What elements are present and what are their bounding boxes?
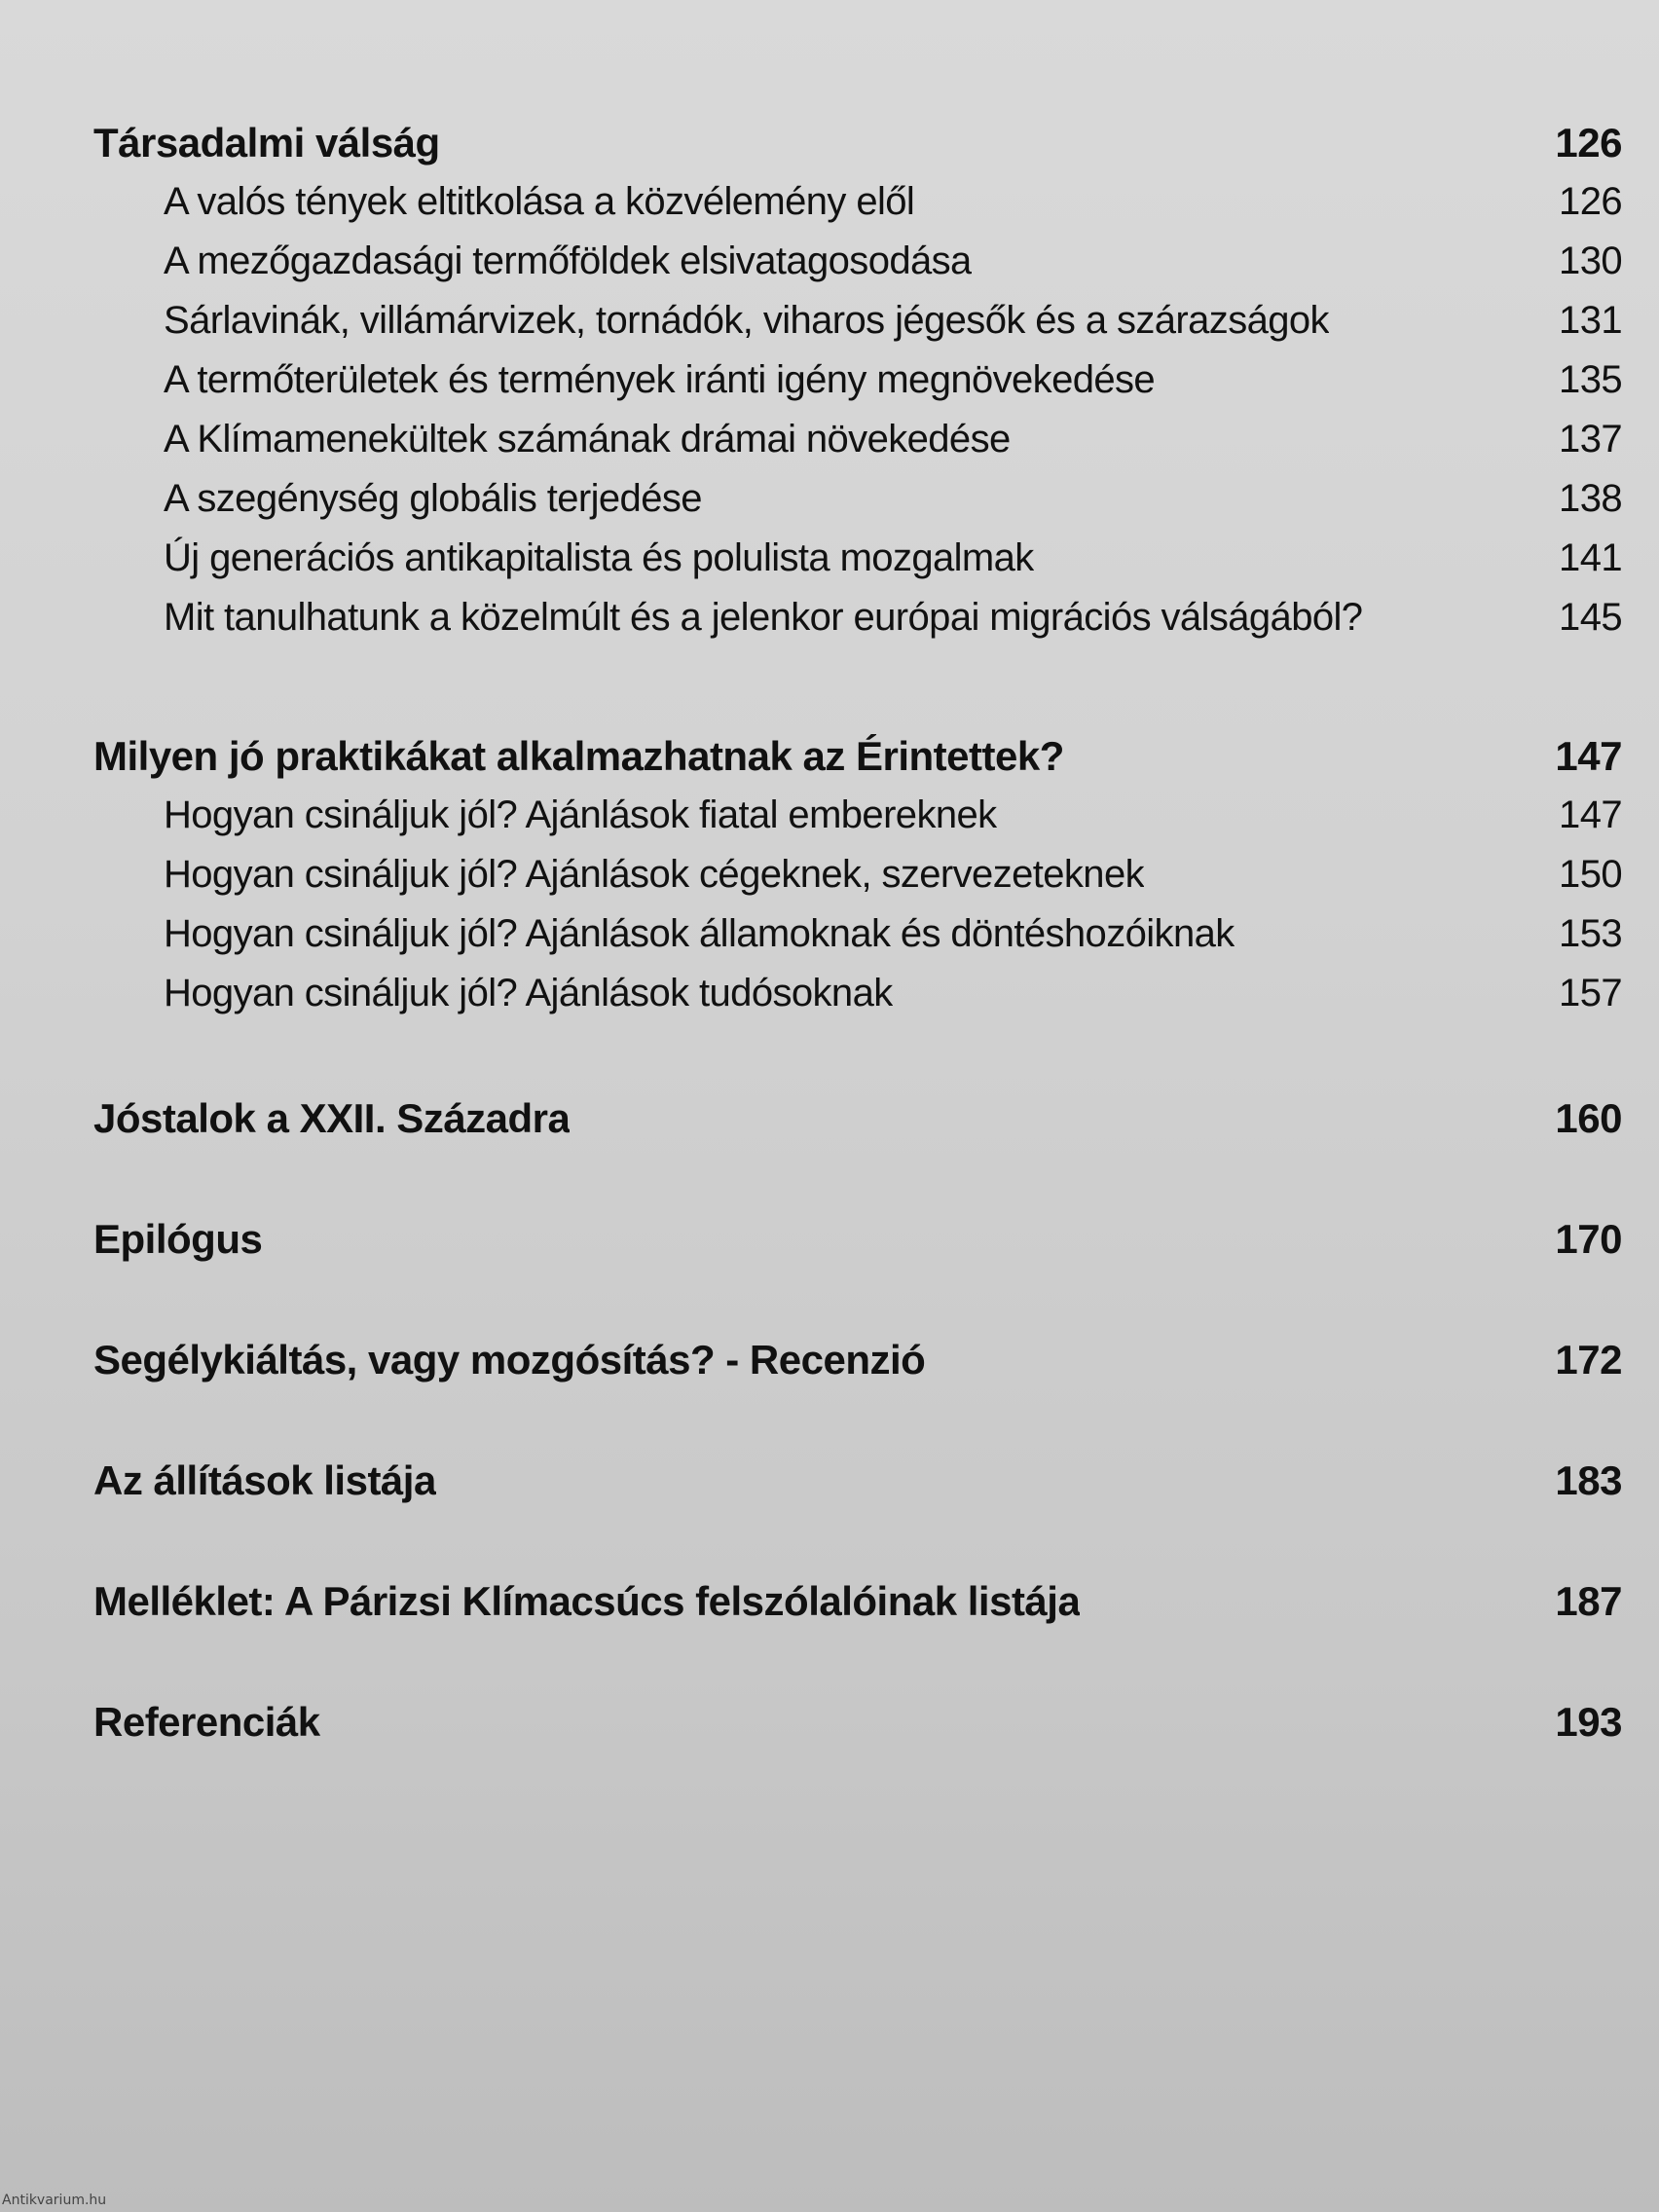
toc-heading — [93, 1088, 1622, 1148]
toc-entry-page: 131 — [1559, 299, 1622, 342]
toc-section — [93, 1088, 1622, 1148]
toc-entry-title: Sárlavinák, villámárvizek, tornádók, viharos jégesők és a szárazságok — [164, 299, 1329, 342]
toc-entry-page: 147 — [1559, 793, 1622, 836]
toc-entry-title: A Klímamenekültek számának drámai növekedése — [164, 418, 1011, 461]
toc-heading-title: Melléklet: A Párizsi Klímacsúcs felszólalóinak listája — [93, 1578, 1081, 1624]
toc-section — [93, 1209, 1622, 1269]
toc-heading-title: Társadalmi válság — [93, 120, 440, 166]
toc-heading — [93, 113, 1622, 172]
toc-section — [93, 1330, 1622, 1389]
toc-entry-page: 153 — [1559, 912, 1622, 955]
toc-heading-title: Milyen jó praktikákat alkalmazhatnak az Érintettek? — [93, 733, 1064, 779]
toc-entry-title: A valós tények eltitkolása a közvélemény elől — [164, 180, 915, 223]
toc-entry-page: 138 — [1559, 477, 1622, 520]
toc-entry — [93, 904, 1622, 964]
toc-entry — [93, 410, 1622, 469]
toc-entry — [93, 588, 1622, 647]
toc-entry-page: 126 — [1559, 180, 1622, 223]
toc-entry-title: Mit tanulhatunk a közelmúlt és a jelenkor európai migrációs válságából? — [164, 596, 1363, 639]
toc-entry-title: A mezőgazdasági termőföldek elsivatagosodása — [164, 240, 972, 282]
toc-heading-title: Epilógus — [93, 1216, 263, 1262]
toc-heading-title: Segélykiáltás, vagy mozgósítás? - Recenzió — [93, 1337, 926, 1382]
toc-heading-title: Referenciák — [93, 1699, 320, 1745]
toc-heading-page: 193 — [1555, 1699, 1622, 1745]
toc-entry — [93, 964, 1622, 1023]
toc-heading-page: 126 — [1555, 120, 1622, 166]
toc-entry-page: 150 — [1559, 853, 1622, 896]
toc-entry-title: Hogyan csináljuk jól? Ajánlások fiatal embereknek — [164, 793, 997, 836]
toc-heading — [93, 1330, 1622, 1389]
toc-entry — [93, 172, 1622, 232]
toc-heading-page: 147 — [1555, 733, 1622, 779]
toc-heading-page: 170 — [1555, 1216, 1622, 1262]
toc-heading-page: 187 — [1555, 1578, 1622, 1624]
toc-heading-title: Az állítások listája — [93, 1457, 436, 1503]
toc-entry — [93, 232, 1622, 291]
toc-section — [93, 726, 1622, 1023]
toc-heading-page: 160 — [1555, 1095, 1622, 1141]
toc-entry — [93, 469, 1622, 529]
toc-heading-title: Jóstalok a XXII. Századra — [93, 1095, 571, 1141]
toc-heading-page: 172 — [1555, 1337, 1622, 1382]
toc-entry — [93, 529, 1622, 588]
toc-entry-page: 135 — [1559, 358, 1622, 401]
toc-entry-page: 145 — [1559, 596, 1622, 639]
toc-entry — [93, 845, 1622, 904]
toc-section — [93, 1451, 1622, 1510]
toc-entry-page: 141 — [1559, 536, 1622, 579]
toc-entry-title: A szegénység globális terjedése — [164, 477, 702, 520]
watermark: Antikvarium.hu — [2, 2193, 107, 2208]
toc-entry-title: Új generációs antikapitalista és polulista mozgalmak — [164, 536, 1034, 579]
toc-heading-page: 183 — [1555, 1457, 1622, 1503]
toc-entry — [93, 786, 1622, 845]
toc-entry-title: Hogyan csináljuk jól? Ajánlások cégeknek, szervezeteknek — [164, 853, 1144, 896]
toc-heading — [93, 1571, 1622, 1631]
toc-entry-title: A termőterületek és termények iránti igény megnövekedése — [164, 358, 1156, 401]
toc-section — [93, 113, 1622, 647]
toc-entry-page: 137 — [1559, 418, 1622, 461]
toc-entry-page: 130 — [1559, 240, 1622, 282]
toc-heading — [93, 726, 1622, 786]
toc-heading — [93, 1692, 1622, 1751]
toc-entry — [93, 350, 1622, 410]
toc-entry — [93, 291, 1622, 350]
toc-entry-page: 157 — [1559, 972, 1622, 1014]
toc-section — [93, 1692, 1622, 1751]
toc-section — [93, 1571, 1622, 1631]
toc-entry-title: Hogyan csináljuk jól? Ajánlások államoknak és döntéshozóiknak — [164, 912, 1235, 955]
toc-heading — [93, 1451, 1622, 1510]
toc-heading — [93, 1209, 1622, 1269]
toc-entry-title: Hogyan csináljuk jól? Ajánlások tudósoknak — [164, 972, 893, 1014]
